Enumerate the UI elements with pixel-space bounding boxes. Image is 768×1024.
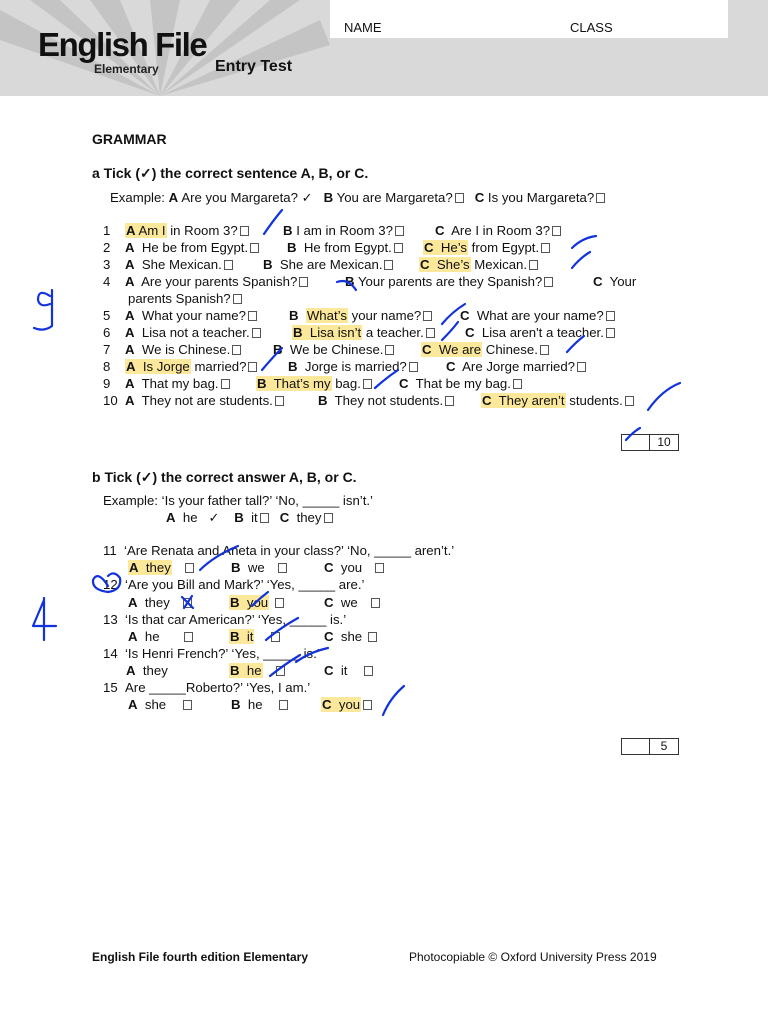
checkbox[interactable] [445, 396, 454, 406]
score-box-a [621, 434, 679, 451]
option-c: C you [321, 697, 372, 712]
section-b-instruction: b Tick (✓) the correct answer A, B, or C. [92, 469, 357, 485]
class-label: CLASS [570, 20, 613, 35]
brand-logo: English File [38, 26, 207, 63]
question-row: 15 Are _____Roberto?’ ‘Yes, I am.’ [103, 680, 311, 695]
checkbox[interactable] [184, 632, 193, 642]
tick-mark [572, 236, 596, 248]
tick-mark [383, 686, 404, 715]
question-row: 8 A Is Jorge married? [103, 359, 257, 374]
question-row: 2 A He be from Egypt. [103, 240, 259, 255]
score-input[interactable] [622, 435, 650, 450]
checkbox[interactable] [324, 513, 333, 523]
option-c: C we [324, 595, 380, 610]
checkbox[interactable] [221, 379, 230, 389]
checkbox[interactable] [271, 632, 280, 642]
option-c: C Are I in Room 3? [435, 223, 561, 238]
question-row: 14 ‘Is Henri French?’ ‘Yes, _____ is.’ [103, 646, 320, 661]
option-c: C What are your name? [460, 308, 615, 323]
tick-mark [572, 252, 590, 268]
option-a: A they [128, 560, 194, 575]
checkbox[interactable] [278, 563, 287, 573]
option-b: B you [229, 595, 284, 610]
question-row: 12 ‘Are you Bill and Mark?’ ‘Yes, _____ are.’ [103, 577, 365, 592]
checkbox[interactable] [248, 311, 257, 321]
checkbox[interactable] [371, 598, 380, 608]
checkbox[interactable] [183, 598, 192, 608]
checkbox[interactable] [252, 328, 261, 338]
margin-score-9 [34, 290, 52, 330]
checkbox[interactable] [455, 193, 464, 203]
option-c: C That be my bag. [399, 376, 522, 391]
question-row: 5 A What your name? [103, 308, 257, 323]
checkbox[interactable] [541, 243, 550, 253]
question-row: 13 ‘Is that car American?’ ‘Yes, _____ is.’ [103, 612, 347, 627]
option-a: A they [128, 595, 192, 610]
option-b: B he [229, 663, 285, 678]
question-row: 1 A Am I in Room 3? [103, 223, 249, 238]
checkbox[interactable] [224, 260, 233, 270]
checkbox[interactable] [529, 260, 538, 270]
checkbox[interactable] [544, 277, 553, 287]
question-row: 9 A That my bag. [103, 376, 230, 391]
checkbox[interactable] [232, 345, 241, 355]
checkbox[interactable] [552, 226, 561, 236]
checkbox[interactable] [279, 700, 288, 710]
option-b: B What’s your name? [289, 308, 432, 323]
question-row: 3 A She Mexican. [103, 257, 233, 272]
tick-mark [648, 383, 680, 410]
option-a: A she [128, 697, 192, 712]
question-row: 11 ‘Are Renata and Aneta in your class?’ ‘No, _____ aren’t.’ [103, 543, 455, 558]
section-b-example-question: Example: ‘Is your father tall?’ ‘No, _____ isn’t.’ [103, 493, 373, 508]
option-c: C They aren’t students. [481, 393, 634, 408]
checkbox[interactable] [375, 563, 384, 573]
checkbox[interactable] [183, 700, 192, 710]
checkbox[interactable] [596, 193, 605, 203]
option-c-continued: parents Spanish? [128, 291, 242, 306]
option-c: C Your [593, 274, 637, 289]
checkbox[interactable] [409, 362, 418, 372]
option-b: B he [231, 697, 288, 712]
option-b: B We be Chinese. [273, 342, 394, 357]
option-b: B He from Egypt. [287, 240, 403, 255]
option-b: B That’s my bag. [256, 376, 372, 391]
option-b: B They not students. [318, 393, 454, 408]
checkbox[interactable] [606, 311, 615, 321]
checkbox[interactable] [275, 598, 284, 608]
tick-mark [442, 322, 458, 340]
checkbox[interactable] [540, 345, 549, 355]
checkbox[interactable] [423, 311, 432, 321]
checkbox[interactable] [240, 226, 249, 236]
checkbox[interactable] [276, 666, 285, 676]
checkbox[interactable] [185, 563, 194, 573]
question-row: 7 A We is Chinese. [103, 342, 241, 357]
question-row: 4 A Are your parents Spanish? [103, 274, 308, 289]
checkbox[interactable] [385, 345, 394, 355]
example-check-mark: ✓ [301, 190, 313, 205]
checkbox[interactable] [260, 513, 269, 523]
score-box-b [621, 738, 679, 755]
brand-level: Elementary [94, 62, 159, 76]
option-c: C it [324, 663, 373, 678]
section-a-instruction: a Tick (✓) the correct sentence A, B, or C. [92, 165, 369, 181]
score-total: 10 [657, 435, 671, 449]
footer-copyright: Photocopiable © Oxford University Press 2019 [409, 950, 657, 964]
checkbox[interactable] [577, 362, 586, 372]
option-b: B we [231, 560, 287, 575]
option-b: B I am in Room 3? [283, 223, 404, 238]
option-c: C she [324, 629, 377, 644]
checkbox[interactable] [606, 328, 615, 338]
header-band [0, 0, 768, 96]
section-a-example: Example: A Are you Margareta? ✓ B You are Margareta? C Is you Margareta? [110, 190, 605, 205]
option-c: C We are Chinese. [421, 342, 549, 357]
checkbox[interactable] [513, 379, 522, 389]
checkbox[interactable] [368, 632, 377, 642]
grammar-heading: GRAMMAR [92, 131, 167, 147]
tick-mark [264, 210, 282, 234]
option-b: B it [229, 629, 280, 644]
checkbox[interactable] [250, 243, 259, 253]
option-c: C He’s from Egypt. [423, 240, 550, 255]
question-row: 6 A Lisa not a teacher. [103, 325, 261, 340]
option-a: A he [128, 629, 193, 644]
checkbox[interactable] [233, 294, 242, 304]
checkbox[interactable] [364, 666, 373, 676]
checkbox[interactable] [363, 700, 372, 710]
option-b: B Your parents are they Spanish? [345, 274, 553, 289]
option-a: A they [126, 663, 168, 678]
checkbox[interactable] [275, 396, 284, 406]
checkbox[interactable] [625, 396, 634, 406]
checkbox[interactable] [394, 243, 403, 253]
option-c: C Are Jorge married? [446, 359, 586, 374]
checkbox[interactable] [384, 260, 393, 270]
footer-edition: English File fourth edition Elementary [92, 950, 309, 964]
checkbox[interactable] [363, 379, 372, 389]
margin-score-4 [33, 598, 56, 640]
name-class-box [330, 0, 728, 38]
option-c: C She’s Mexican. [419, 257, 538, 272]
option-c: C you [324, 560, 384, 575]
checkbox[interactable] [426, 328, 435, 338]
option-b: B Jorge is married? [288, 359, 418, 374]
checkbox[interactable] [299, 277, 308, 287]
option-b: B Lisa isn’t a teacher. [292, 325, 435, 340]
document-title: Entry Test [215, 58, 293, 75]
name-label: NAME [344, 20, 382, 35]
option-b: B She are Mexican. [263, 257, 393, 272]
question-row: 10 A They not are students. [103, 393, 284, 408]
option-c: C Lisa aren't a teacher. [465, 325, 615, 340]
score-total: 5 [660, 739, 668, 753]
checkbox[interactable] [395, 226, 404, 236]
score-input[interactable] [622, 739, 650, 754]
checkbox[interactable] [248, 362, 257, 372]
section-b-example-options: A he ✓ B it C they [166, 510, 333, 525]
